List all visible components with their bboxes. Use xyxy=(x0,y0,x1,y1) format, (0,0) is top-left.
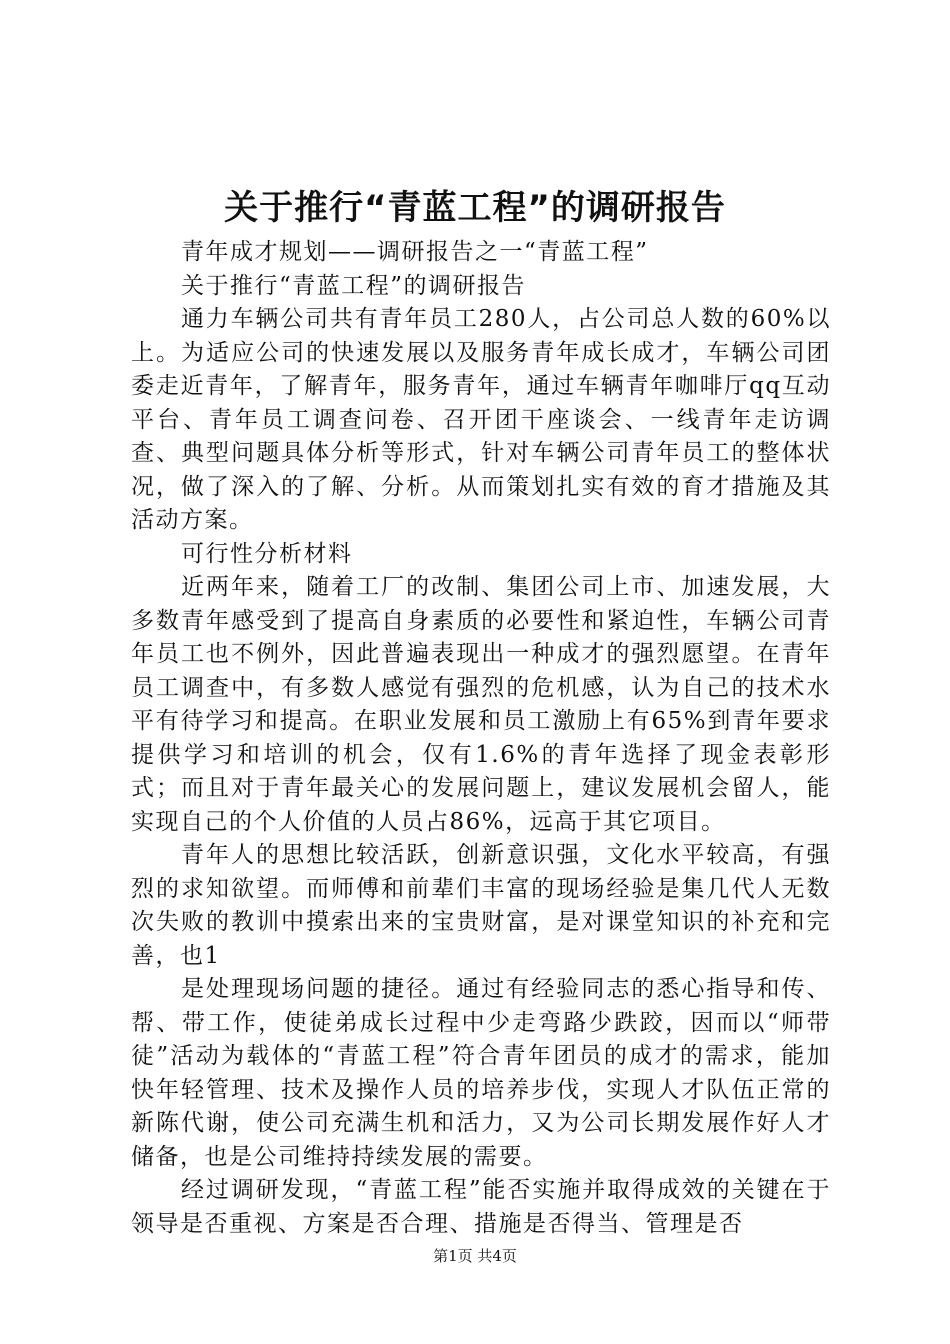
paragraph-conclusion: 经过调研发现，“青蓝工程”能否实施并取得成效的关键在于领导是否重视、方案是否合理、措施是否得当、管理是否 xyxy=(131,1177,831,1237)
paragraph-youth-traits: 青年人的思想比较活跃，创新意识强，文化水平较高，有强烈的求知欲望。而师傅和前辈们丰富的现场经验是集几代人无数次失败的教训中摸索出来的宝贵财富，是对课堂知识的补充和完善，也1 xyxy=(131,842,831,969)
page-title: 关于推行“青蓝工程”的调研报告 xyxy=(224,188,726,228)
paragraph-report-heading: 关于推行“青蓝工程”的调研报告 xyxy=(181,272,527,299)
document-body xyxy=(131,236,831,1241)
paragraph-survey-findings: 近两年来，随着工厂的改制、集团公司上市、加速发展，大多数青年感受到了提高自身素质的必要性和紧迫性，车辆公司青年员工也不例外，因此普遍表现出一种成才的强烈愿望。在青年员工调查中，有多数人感觉有强烈的危机感，认为自己的技术水平有待学习和提高。在职业发展和员工激励上有65%到青年要求提供学习和培训的机会，仅有1.6%的青年选择了现金表彰形式；而且对于青年最关心的发展问题上，建议发展机会留人，能实现自己的个人价值的人员占86%，远高于其它项目。 xyxy=(131,574,831,835)
paragraph-subtitle: 青年成才规划——调研报告之一“青蓝工程” xyxy=(181,239,649,265)
page-footer: 第1页 共4页 xyxy=(433,1247,517,1265)
paragraph-introduction: 通力车辆公司共有青年员工280人，占公司总人数的60%以上。为适应公司的快速发展以及服务青年成长成才，车辆公司团委走近青年，了解青年，服务青年，通过车辆青年咖啡厅qq互动平台、青年员工调查问卷、召开团干座谈会、一线青年走访调查、典型问题具体分析等形式，针对车辆公司青年员工的整体状况，做了深入的了解、分析。从而策划扎实有效的育才措施及其活动方案。 xyxy=(131,306,831,533)
paragraph-mentorship-benefits: 是处理现场问题的捷径。通过有经验同志的悉心指导和传、帮、带工作，使徒弟成长过程中少走弯路少跌跤，因而以“师带徒”活动为载体的“青蓝工程”符合青年团员的成才的需求，能加快年轻管理、技术及操作人员的培养步伐，实现人才队伍正常的新陈代谢，使公司充满生机和活力，又为公司长期发展作好人才储备，也是公司维持持续发展的需要。 xyxy=(131,976,831,1170)
paragraph-section-heading: 可行性分析材料 xyxy=(181,540,353,567)
